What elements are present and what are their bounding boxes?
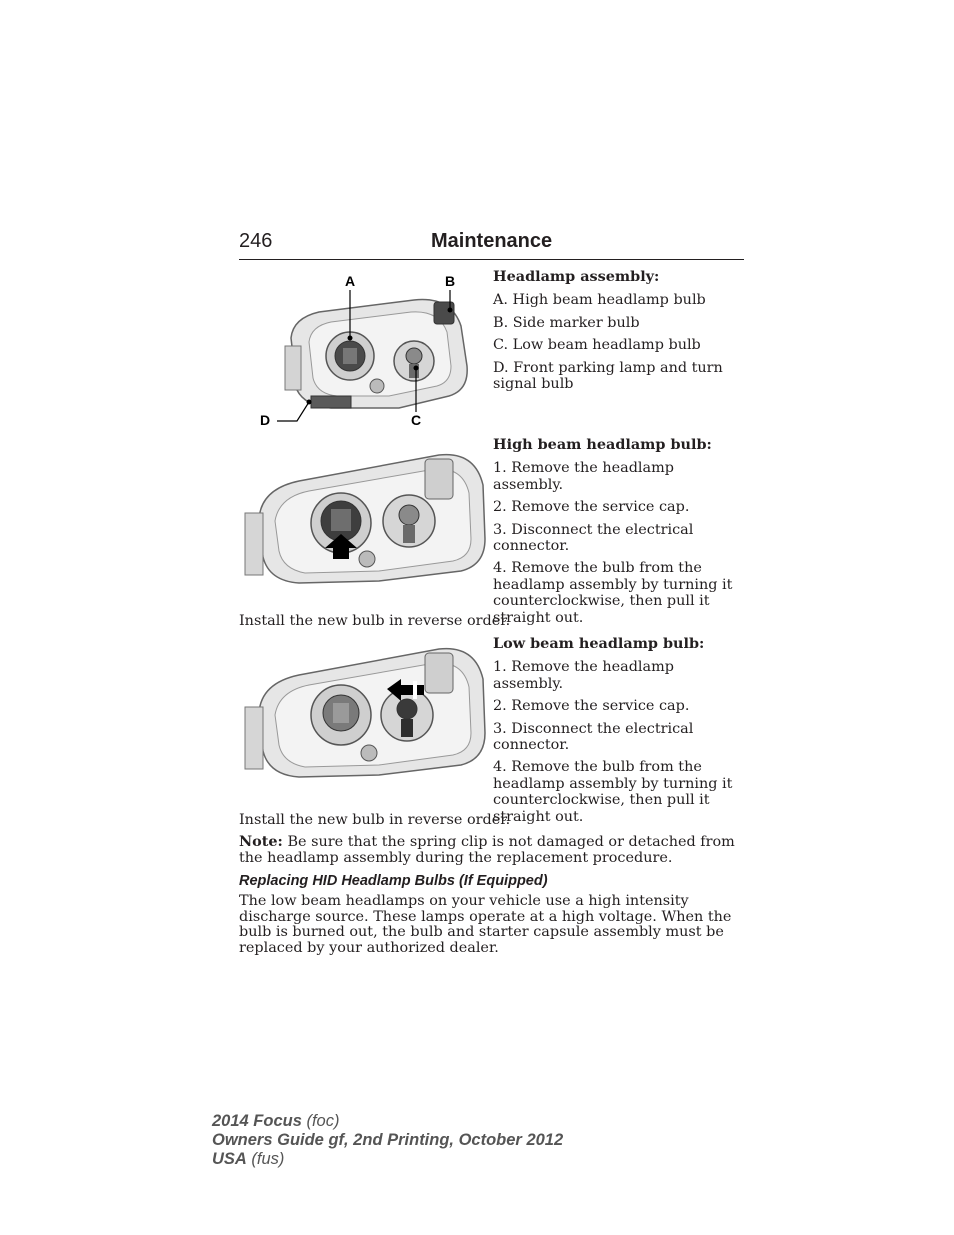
step-item: 4. Remove the bulb from the headlamp assembly by turning it counterclockwise, then pull it straight out.	[493, 759, 733, 825]
footer-printing: Owners Guide gf, 2nd Printing, October 2012	[212, 1131, 564, 1149]
low-beam-figure	[239, 643, 489, 783]
step-item: 2. Remove the service cap.	[493, 499, 690, 516]
footer-market: USA	[212, 1150, 247, 1168]
note-text: Be sure that the spring clip is not damaged or detached from the headlamp assembly during the replacement procedure.	[239, 834, 735, 866]
legend-item: D. Front parking lamp and turn signal bulb	[493, 359, 723, 393]
callout-b: B	[444, 273, 456, 289]
callout-c: C	[410, 412, 422, 428]
step-item: 3. Disconnect the electrical connector.	[493, 720, 694, 754]
low-beam-heading: Low beam headlamp bulb:	[493, 635, 705, 652]
step-item: 2. Remove the service cap.	[493, 698, 690, 715]
callout-a: A	[344, 273, 356, 289]
note-label: Note:	[239, 833, 283, 850]
low-beam-install: Install the new bulb in reverse order.	[239, 812, 511, 828]
callout-d: D	[259, 412, 271, 428]
legend-item: B. Side marker bulb	[493, 314, 640, 331]
page-footer	[212, 1112, 563, 1169]
low-beam-steps	[493, 636, 745, 831]
legend-item: C. Low beam headlamp bulb	[493, 337, 701, 354]
page-header	[239, 229, 744, 260]
section-title: Maintenance	[431, 230, 553, 252]
high-beam-heading: High beam headlamp bulb:	[493, 436, 712, 453]
footer-model: 2014 Focus	[212, 1112, 302, 1130]
hid-paragraph: The low beam headlamps on your vehicle use a high intensity discharge source. These lamps operate at a high voltage. When the bulb is burned out, the bulb and starter capsule assembly must be replaced by your authorized dealer.	[239, 893, 732, 956]
assembly-heading: Headlamp assembly:	[493, 268, 660, 285]
note-paragraph	[239, 834, 744, 866]
hid-heading: Replacing HID Headlamp Bulbs (If Equipped)	[239, 873, 548, 889]
step-item: 1. Remove the headlamp assembly.	[493, 659, 674, 692]
assembly-legend	[493, 269, 745, 398]
high-beam-figure	[239, 449, 489, 589]
legend-item: A. High beam headlamp bulb	[493, 292, 706, 309]
footer-market-code: (fus)	[246, 1150, 285, 1168]
page-number: 246	[239, 230, 273, 252]
step-item: 4. Remove the bulb from the headlamp assembly by turning it counterclockwise, then pull it straight out.	[493, 560, 733, 626]
high-beam-steps	[493, 437, 745, 632]
footer-model-code: (foc)	[301, 1112, 340, 1130]
headlamp-assembly-figure	[239, 266, 489, 434]
high-beam-install: Install the new bulb in reverse order.	[239, 613, 511, 629]
step-item: 3. Disconnect the electrical connector.	[493, 521, 694, 555]
step-item: 1. Remove the headlamp assembly.	[493, 460, 674, 493]
